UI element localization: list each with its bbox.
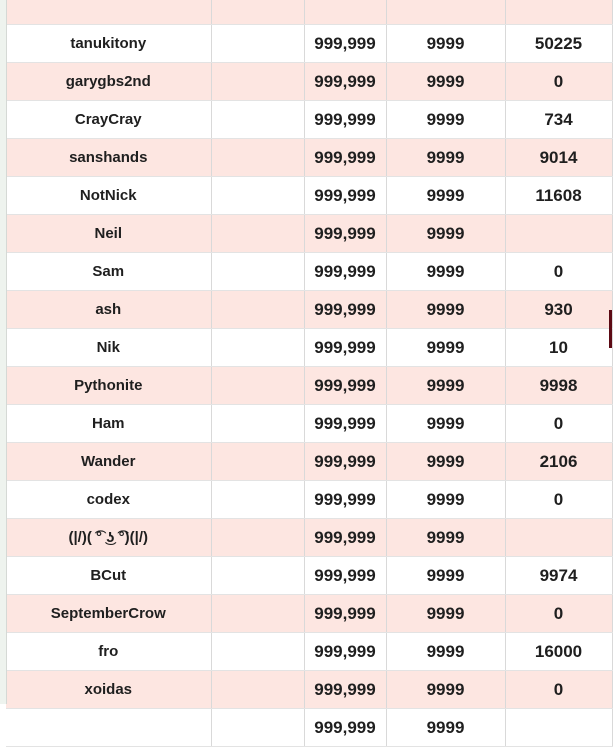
table-row [6,405,612,443]
level-cell[interactable]: 9999 [386,481,505,519]
value-cell[interactable]: 0 [505,63,612,101]
empty-cell[interactable] [211,291,304,329]
level-cell[interactable]: 9999 [386,443,505,481]
empty-cell[interactable] [211,481,304,519]
score-table [6,0,613,747]
value-cell[interactable]: 0 [505,481,612,519]
score-cell[interactable]: 999,999 [304,671,386,709]
name-cell[interactable]: (|/)( ͡° ͜ʖ ͡°)(|/) [6,519,211,557]
empty-cell[interactable] [211,709,304,747]
value-cell[interactable]: 930 [505,291,612,329]
level-cell[interactable]: 9999 [386,633,505,671]
value-cell[interactable]: 2106 [505,443,612,481]
empty-cell[interactable] [211,519,304,557]
name-cell[interactable]: xoidas [6,671,211,709]
value-cell[interactable]: 0 [505,253,612,291]
score-cell[interactable]: 999,999 [304,443,386,481]
name-cell[interactable]: ash [6,291,211,329]
score-cell[interactable]: 999,999 [304,25,386,63]
table-row [6,633,612,671]
level-cell[interactable]: 9999 [386,63,505,101]
score-cell[interactable]: 999,999 [304,329,386,367]
name-cell[interactable]: tanukitony [6,25,211,63]
table-row [6,139,612,177]
empty-cell[interactable] [211,63,304,101]
value-cell[interactable]: 16000 [505,633,612,671]
value-cell[interactable] [505,215,612,253]
empty-cell[interactable] [211,595,304,633]
score-cell[interactable]: 999,999 [304,101,386,139]
name-cell[interactable]: Wander [6,443,211,481]
level-cell[interactable]: 9999 [386,101,505,139]
table-row [6,443,612,481]
name-cell[interactable]: Pythonite [6,367,211,405]
empty-cell[interactable] [211,367,304,405]
score-table-body [6,0,612,747]
score-cell[interactable]: 999,999 [304,481,386,519]
name-cell[interactable]: sanshands [6,139,211,177]
table-row [6,177,612,215]
selection-edge-marker [609,310,612,348]
name-cell[interactable]: Nik [6,329,211,367]
value-cell[interactable]: 11608 [505,177,612,215]
empty-cell[interactable] [211,101,304,139]
score-cell[interactable]: 999,999 [304,139,386,177]
empty-cell[interactable] [211,139,304,177]
level-cell[interactable]: 9999 [386,291,505,329]
table-row [6,367,612,405]
value-cell[interactable]: 0 [505,405,612,443]
value-cell[interactable]: 9974 [505,557,612,595]
value-cell[interactable]: 734 [505,101,612,139]
value-cell[interactable]: 9998 [505,367,612,405]
empty-cell[interactable] [211,405,304,443]
empty-cell[interactable] [211,557,304,595]
table-row [6,291,612,329]
empty-cell[interactable] [211,329,304,367]
name-cell[interactable]: BCut [6,557,211,595]
empty-cell[interactable] [211,443,304,481]
level-cell[interactable]: 9999 [386,253,505,291]
table-row [6,671,612,709]
name-cell[interactable] [6,0,211,25]
name-cell[interactable]: garygbs2nd [6,63,211,101]
score-cell[interactable]: 999,999 [304,633,386,671]
level-cell[interactable]: 9999 [386,557,505,595]
score-cell[interactable]: 999,999 [304,291,386,329]
name-cell[interactable]: fro [6,633,211,671]
level-cell[interactable]: 9999 [386,405,505,443]
score-cell[interactable]: 999,999 [304,595,386,633]
table-row-partial-bottom [6,709,612,747]
name-cell[interactable]: Neil [6,215,211,253]
table-row [6,481,612,519]
table-row [6,253,612,291]
name-cell[interactable]: CrayCray [6,101,211,139]
value-cell[interactable]: 9014 [505,139,612,177]
table-row [6,329,612,367]
table-row [6,215,612,253]
name-cell[interactable]: codex [6,481,211,519]
level-cell[interactable]: 9999 [386,215,505,253]
score-cell[interactable]: 999,999 [304,557,386,595]
name-cell[interactable]: Ham [6,405,211,443]
value-cell[interactable]: 0 [505,595,612,633]
level-cell[interactable]: 9999 [386,25,505,63]
level-cell[interactable]: 9999 [386,709,505,747]
table-row [6,595,612,633]
value-cell[interactable] [505,519,612,557]
empty-cell[interactable] [211,0,304,25]
empty-cell[interactable] [211,671,304,709]
level-cell[interactable]: 9999 [386,367,505,405]
score-cell[interactable]: 999,999 [304,215,386,253]
level-cell[interactable]: 9999 [386,329,505,367]
score-cell[interactable]: 999,999 [304,63,386,101]
empty-cell[interactable] [211,633,304,671]
table-row [6,101,612,139]
score-cell[interactable]: 999,999 [304,519,386,557]
row-header-strip[interactable] [0,0,7,704]
empty-cell[interactable] [211,215,304,253]
empty-cell[interactable] [211,177,304,215]
score-cell[interactable]: 999,999 [304,253,386,291]
table-row [6,63,612,101]
value-cell[interactable] [505,709,612,747]
score-cell[interactable]: 999,999 [304,177,386,215]
level-cell[interactable]: 9999 [386,177,505,215]
score-cell[interactable] [304,0,386,25]
name-cell[interactable]: Sam [6,253,211,291]
name-cell[interactable]: NotNick [6,177,211,215]
value-cell[interactable] [505,0,612,25]
value-cell[interactable]: 0 [505,671,612,709]
name-cell[interactable] [6,709,211,747]
table-row [6,557,612,595]
table-row [6,25,612,63]
name-cell[interactable]: SeptemberCrow [6,595,211,633]
score-cell[interactable]: 999,999 [304,709,386,747]
level-cell[interactable]: 9999 [386,595,505,633]
empty-cell[interactable] [211,253,304,291]
score-cell[interactable]: 999,999 [304,367,386,405]
level-cell[interactable]: 9999 [386,139,505,177]
value-cell[interactable]: 10 [505,329,612,367]
value-cell[interactable]: 50225 [505,25,612,63]
level-cell[interactable]: 9999 [386,519,505,557]
level-cell[interactable] [386,0,505,25]
empty-cell[interactable] [211,25,304,63]
score-cell[interactable]: 999,999 [304,405,386,443]
level-cell[interactable]: 9999 [386,671,505,709]
table-row [6,519,612,557]
table-row-partial-top [6,0,612,25]
